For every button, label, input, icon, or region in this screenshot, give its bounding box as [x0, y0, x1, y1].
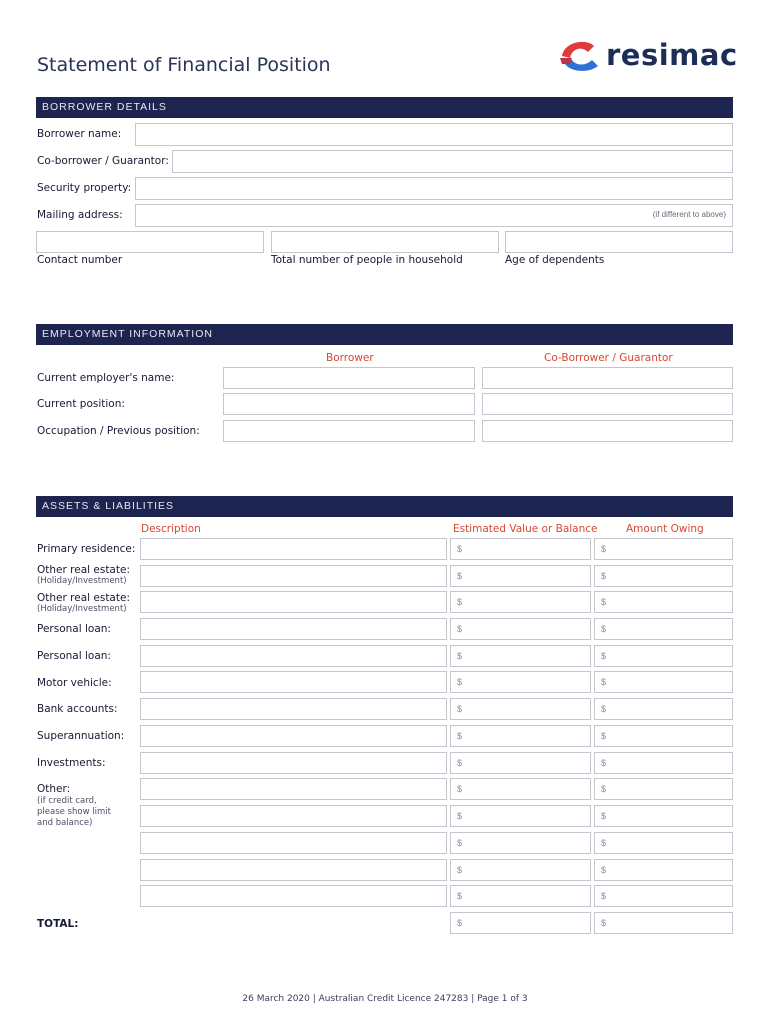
- employment-col-coborrower: Co-Borrower / Guarantor: [544, 352, 673, 364]
- currency-symbol: $: [601, 677, 607, 687]
- household-count-input[interactable]: [271, 231, 499, 253]
- asset-value-input[interactable]: [450, 725, 591, 747]
- coborrower-label: Co-borrower / Guarantor:: [37, 155, 169, 167]
- asset-value-input[interactable]: [450, 565, 591, 587]
- asset-value-input[interactable]: [450, 859, 591, 881]
- currency-symbol: $: [601, 784, 607, 794]
- contact-number-label: Contact number: [37, 254, 123, 266]
- security-property-label: Security property:: [37, 182, 132, 194]
- asset-description-input[interactable]: [140, 591, 447, 613]
- occupation-borrower-input[interactable]: [223, 420, 475, 442]
- asset-value-input[interactable]: [450, 618, 591, 640]
- currency-symbol: $: [601, 838, 607, 848]
- asset-description-input[interactable]: [140, 885, 447, 907]
- asset-description-input[interactable]: [140, 645, 447, 667]
- asset-value-input[interactable]: [450, 645, 591, 667]
- currency-symbol: $: [601, 651, 607, 661]
- asset-value-input[interactable]: [450, 671, 591, 693]
- asset-value-input[interactable]: [450, 698, 591, 720]
- contact-number-input[interactable]: [36, 231, 264, 253]
- currency-symbol: $: [457, 811, 463, 821]
- asset-owing-input[interactable]: [594, 565, 733, 587]
- asset-description-input[interactable]: [140, 859, 447, 881]
- asset-owing-input[interactable]: [594, 591, 733, 613]
- coborrower-input[interactable]: [172, 150, 733, 173]
- asset-value-input[interactable]: [450, 752, 591, 774]
- asset-owing-input[interactable]: [594, 725, 733, 747]
- asset-value-input[interactable]: [450, 912, 591, 934]
- asset-owing-input[interactable]: [594, 671, 733, 693]
- asset-description-input[interactable]: [140, 725, 447, 747]
- asset-description-input[interactable]: [140, 752, 447, 774]
- asset-value-input[interactable]: [450, 832, 591, 854]
- currency-symbol: $: [601, 544, 607, 554]
- currency-symbol: $: [601, 597, 607, 607]
- employer-name-coborrower-input[interactable]: [482, 367, 733, 389]
- currency-symbol: $: [601, 704, 607, 714]
- asset-value-input[interactable]: [450, 591, 591, 613]
- currency-symbol: $: [601, 811, 607, 821]
- section-header-employment: EMPLOYMENT INFORMATION: [36, 324, 733, 345]
- current-position-borrower-input[interactable]: [223, 393, 475, 415]
- asset-row-label: Other real estate:: [37, 592, 130, 604]
- asset-owing-input[interactable]: [594, 885, 733, 907]
- currency-symbol: $: [457, 838, 463, 848]
- current-position-coborrower-input[interactable]: [482, 393, 733, 415]
- section-header-assets: ASSETS & LIABILITIES: [36, 496, 733, 517]
- asset-value-input[interactable]: [450, 885, 591, 907]
- asset-row-label: Superannuation:: [37, 730, 125, 742]
- currency-symbol: $: [457, 624, 463, 634]
- asset-description-input[interactable]: [140, 538, 447, 560]
- asset-owing-input[interactable]: [594, 832, 733, 854]
- asset-description-input[interactable]: [140, 618, 447, 640]
- employer-name-label: Current employer's name:: [37, 372, 175, 384]
- current-position-label: Current position:: [37, 398, 125, 410]
- asset-row-label: Personal loan:: [37, 650, 111, 662]
- asset-owing-input[interactable]: [594, 698, 733, 720]
- asset-owing-input[interactable]: [594, 805, 733, 827]
- currency-symbol: $: [601, 731, 607, 741]
- asset-owing-input[interactable]: [594, 752, 733, 774]
- asset-row-sublabel: (Holiday/Investment): [37, 576, 127, 586]
- asset-owing-input[interactable]: [594, 778, 733, 800]
- assets-col-owing: Amount Owing: [626, 523, 704, 535]
- currency-symbol: $: [457, 891, 463, 901]
- borrower-name-input[interactable]: [135, 123, 733, 146]
- brand-name: resimac: [606, 38, 738, 72]
- asset-row-label: Motor vehicle:: [37, 677, 112, 689]
- asset-description-input[interactable]: [140, 565, 447, 587]
- employer-name-borrower-input[interactable]: [223, 367, 475, 389]
- dependents-age-label: Age of dependents: [505, 254, 605, 266]
- other-note-line: please show limit: [37, 807, 111, 817]
- employment-col-borrower: Borrower: [326, 352, 374, 364]
- currency-symbol: $: [457, 677, 463, 687]
- borrower-name-label: Borrower name:: [37, 128, 122, 140]
- asset-value-input[interactable]: [450, 805, 591, 827]
- asset-row-label: Investments:: [37, 757, 106, 769]
- assets-col-value: Estimated Value or Balance: [453, 523, 598, 535]
- currency-symbol: $: [601, 918, 607, 928]
- occupation-label: Occupation / Previous position:: [37, 425, 200, 437]
- currency-symbol: $: [457, 651, 463, 661]
- asset-description-input[interactable]: [140, 832, 447, 854]
- resimac-logo: [558, 36, 738, 76]
- assets-col-description: Description: [141, 523, 201, 535]
- asset-row-label: Other real estate:: [37, 564, 130, 576]
- other-note-line: (if credit card,: [37, 796, 97, 806]
- currency-symbol: $: [601, 865, 607, 875]
- mailing-address-label: Mailing address:: [37, 209, 123, 221]
- asset-value-input[interactable]: [450, 778, 591, 800]
- currency-symbol: $: [457, 571, 463, 581]
- currency-symbol: $: [457, 544, 463, 554]
- asset-description-input[interactable]: [140, 805, 447, 827]
- asset-owing-input[interactable]: [594, 859, 733, 881]
- currency-symbol: $: [601, 891, 607, 901]
- household-count-label: Total number of people in household: [271, 254, 463, 266]
- asset-row-sublabel: (Holiday/Investment): [37, 604, 127, 614]
- asset-row-label: Other:: [37, 783, 71, 795]
- asset-description-input[interactable]: [140, 778, 447, 800]
- currency-symbol: $: [457, 597, 463, 607]
- section-header-borrower-details: BORROWER DETAILS: [36, 97, 733, 118]
- asset-owing-input[interactable]: [594, 645, 733, 667]
- asset-row-label: Bank accounts:: [37, 703, 118, 715]
- currency-symbol: $: [601, 624, 607, 634]
- asset-owing-input[interactable]: [594, 912, 733, 934]
- occupation-coborrower-input[interactable]: [482, 420, 733, 442]
- total-label: TOTAL:: [37, 918, 79, 930]
- currency-symbol: $: [457, 758, 463, 768]
- dependents-age-input[interactable]: [505, 231, 733, 253]
- asset-value-input[interactable]: [450, 538, 591, 560]
- asset-description-input[interactable]: [140, 671, 447, 693]
- security-property-input[interactable]: [135, 177, 733, 200]
- currency-symbol: $: [457, 865, 463, 875]
- other-note-line: and balance): [37, 818, 93, 828]
- mailing-address-input[interactable]: [135, 204, 733, 227]
- asset-owing-input[interactable]: [594, 618, 733, 640]
- asset-row-label: Primary residence:: [37, 543, 136, 555]
- currency-symbol: $: [457, 704, 463, 714]
- currency-symbol: $: [457, 731, 463, 741]
- page-title: Statement of Financial Position: [37, 54, 331, 76]
- asset-owing-input[interactable]: [594, 538, 733, 560]
- mailing-address-note: (if different to above): [652, 210, 726, 219]
- currency-symbol: $: [601, 758, 607, 768]
- asset-row-label: Personal loan:: [37, 623, 111, 635]
- resimac-logo-icon: [558, 36, 604, 76]
- currency-symbol: $: [457, 784, 463, 794]
- page-footer: 26 March 2020 | Australian Credit Licence 247283 | Page 1 of 3: [242, 994, 528, 1004]
- asset-description-input[interactable]: [140, 698, 447, 720]
- currency-symbol: $: [601, 571, 607, 581]
- currency-symbol: $: [457, 918, 463, 928]
